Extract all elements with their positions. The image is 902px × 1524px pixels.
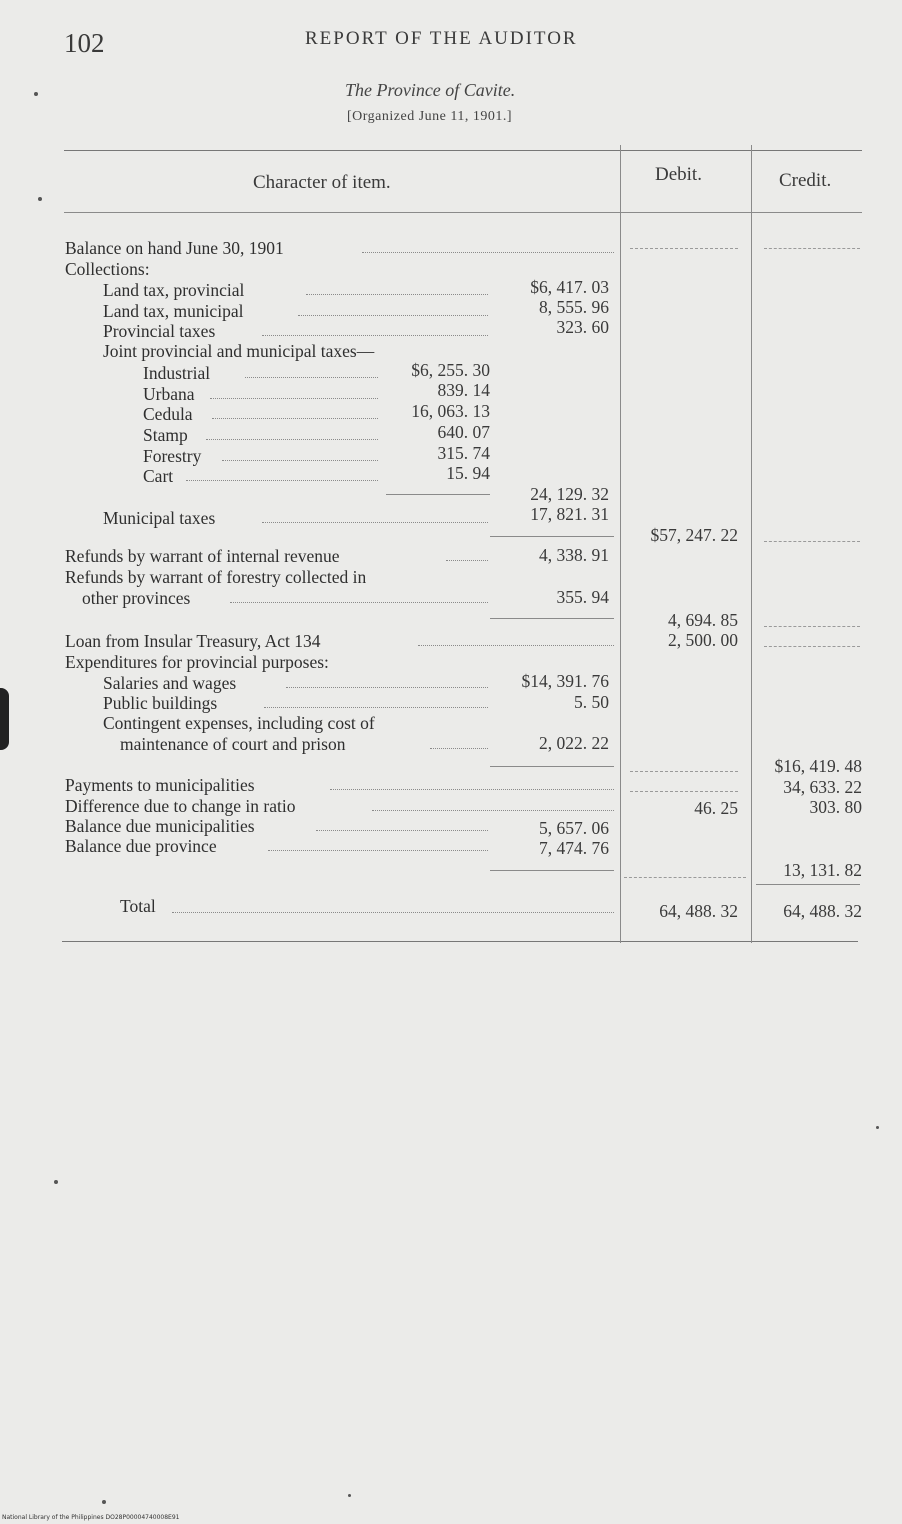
industrial-amount: $6, 255. 30 <box>411 360 490 380</box>
provincial-taxes-amount: 323. 60 <box>556 317 609 337</box>
difference-credit-amount: 303. 80 <box>809 797 862 817</box>
scan-edge-blot <box>0 688 9 750</box>
cart-amount: 15. 94 <box>446 463 490 483</box>
credit-blank-dash <box>764 248 860 249</box>
refunds-internal-revenue-amount: 4, 338. 91 <box>539 545 609 565</box>
leader-dots <box>210 398 378 399</box>
salaries-wages-amount: $14, 391. 76 <box>521 671 609 691</box>
row-industrial: Industrial <box>143 363 211 383</box>
page-number: 102 <box>64 28 105 58</box>
row-balance-due-province: Balance due province <box>65 836 217 856</box>
credit-blank-dash <box>764 541 860 542</box>
scan-speck <box>348 1494 351 1497</box>
row-expenditures-heading: Expenditures for provincial purposes: <box>65 652 329 672</box>
loan-debit-amount: 2, 500. 00 <box>668 630 738 650</box>
urbana-amount: 839. 14 <box>437 380 490 400</box>
difference-debit-amount: 46. 25 <box>694 798 738 818</box>
table-bottom-rule <box>62 941 858 942</box>
scan-speck <box>102 1500 106 1504</box>
table-top-rule <box>64 150 862 151</box>
credit-blank-dash <box>764 626 860 627</box>
scan-speck <box>876 1126 879 1129</box>
row-land-tax-municipal: Land tax, municipal <box>103 301 244 321</box>
library-stamp: National Library of the Philippines DO28P00004740008E91 <box>2 1514 180 1521</box>
credit-column-divider <box>751 145 752 943</box>
scan-speck <box>34 92 38 96</box>
debit-blank-dash <box>630 248 738 249</box>
debit-total-rule <box>624 877 746 878</box>
expenditures-credit-total: $16, 419. 48 <box>774 756 862 776</box>
leader-dots <box>298 315 488 316</box>
row-total: Total <box>120 896 156 916</box>
row-cart: Cart <box>143 466 174 486</box>
total-credit-amount: 64, 488. 32 <box>783 901 862 921</box>
total-debit-amount: 64, 488. 32 <box>659 901 738 921</box>
row-refunds-forestry-cont: other provinces <box>82 588 191 608</box>
row-difference-ratio: Difference due to change in ratio <box>65 796 296 816</box>
debit-blank-dash <box>630 771 738 772</box>
joint-taxes-total: 24, 129. 32 <box>530 484 609 504</box>
leader-dots <box>306 294 488 295</box>
debit-column-divider <box>620 145 621 943</box>
leader-dots <box>430 748 488 749</box>
leader-dots <box>268 850 488 851</box>
running-title: REPORT OF THE AUDITOR <box>305 28 578 49</box>
cedula-amount: 16, 063. 13 <box>411 401 490 421</box>
column-header-credit: Credit. <box>779 170 832 191</box>
leader-dots <box>372 810 614 811</box>
leader-dots <box>316 830 488 831</box>
row-cedula: Cedula <box>143 404 193 424</box>
header-bottom-rule <box>64 212 862 213</box>
balance-province-amount: 7, 474. 76 <box>539 838 609 858</box>
stamp-amount: 640. 07 <box>437 422 490 442</box>
row-forestry: Forestry <box>143 446 202 466</box>
leader-dots <box>446 560 488 561</box>
public-buildings-amount: 5. 50 <box>574 692 609 712</box>
row-salaries-wages: Salaries and wages <box>103 673 237 693</box>
row-contingent-expenses-cont: maintenance of court and prison <box>120 734 346 754</box>
row-refunds-internal-revenue: Refunds by warrant of internal revenue <box>65 546 340 566</box>
leader-dots <box>212 418 378 419</box>
leader-dots <box>186 480 378 481</box>
refunds-subtotal-rule <box>490 618 614 619</box>
collections-subtotal-rule <box>490 536 614 537</box>
leader-dots <box>362 252 614 253</box>
row-loan-insular-treasury: Loan from Insular Treasury, Act 134 <box>65 631 321 651</box>
row-payments-municipalities: Payments to municipalities <box>65 775 255 795</box>
leader-dots <box>330 789 614 790</box>
land-tax-municipal-amount: 8, 555. 96 <box>539 297 609 317</box>
joint-subtotal-rule <box>386 494 490 495</box>
leader-dots <box>264 707 488 708</box>
leader-dots <box>172 912 614 913</box>
column-header-item: Character of item. <box>253 172 391 193</box>
refunds-debit-total: 4, 694. 85 <box>668 610 738 630</box>
row-public-buildings: Public buildings <box>103 693 218 713</box>
payments-credit-amount: 34, 633. 22 <box>783 777 862 797</box>
leader-dots <box>222 460 378 461</box>
credit-total-rule <box>756 884 860 885</box>
contingent-expenses-amount: 2, 022. 22 <box>539 733 609 753</box>
row-collections-heading: Collections: <box>65 259 150 279</box>
row-land-tax-provincial: Land tax, provincial <box>103 280 245 300</box>
leader-dots <box>262 335 488 336</box>
table-subtitle: The Province of Cavite. <box>345 80 516 100</box>
credit-blank-dash <box>764 646 860 647</box>
expenditures-subtotal-rule <box>490 766 614 767</box>
leader-dots <box>286 687 488 688</box>
balances-credit-total: 13, 131. 82 <box>783 860 862 880</box>
row-balance-due-municipalities: Balance due municipalities <box>65 816 255 836</box>
leader-dots <box>262 522 488 523</box>
forestry-amount: 315. 74 <box>437 443 490 463</box>
leader-dots <box>206 439 378 440</box>
municipal-taxes-amount: 17, 821. 31 <box>530 504 609 524</box>
balance-municipalities-amount: 5, 657. 06 <box>539 818 609 838</box>
refunds-forestry-amount: 355. 94 <box>556 587 609 607</box>
leader-dots <box>230 602 488 603</box>
land-tax-provincial-amount: $6, 417. 03 <box>530 277 609 297</box>
balances-subtotal-rule <box>490 870 614 871</box>
row-contingent-expenses: Contingent expenses, including cost of <box>103 713 375 733</box>
collections-debit-total: $57, 247. 22 <box>650 525 738 545</box>
row-stamp: Stamp <box>143 425 188 445</box>
row-municipal-taxes: Municipal taxes <box>103 508 216 528</box>
leader-dots <box>418 645 614 646</box>
row-balance-on-hand: Balance on hand June 30, 1901 <box>65 238 284 258</box>
row-refunds-forestry: Refunds by warrant of forestry collected in <box>65 567 367 587</box>
column-header-debit: Debit. <box>655 164 702 185</box>
row-urbana: Urbana <box>143 384 195 404</box>
row-provincial-taxes: Provincial taxes <box>103 321 216 341</box>
scan-speck <box>54 1180 58 1184</box>
scan-speck <box>38 197 42 201</box>
row-joint-taxes-heading: Joint provincial and municipal taxes— <box>103 341 375 361</box>
organized-date: [Organized June 11, 1901.] <box>347 109 513 124</box>
debit-blank-dash <box>630 791 738 792</box>
leader-dots <box>245 377 378 378</box>
